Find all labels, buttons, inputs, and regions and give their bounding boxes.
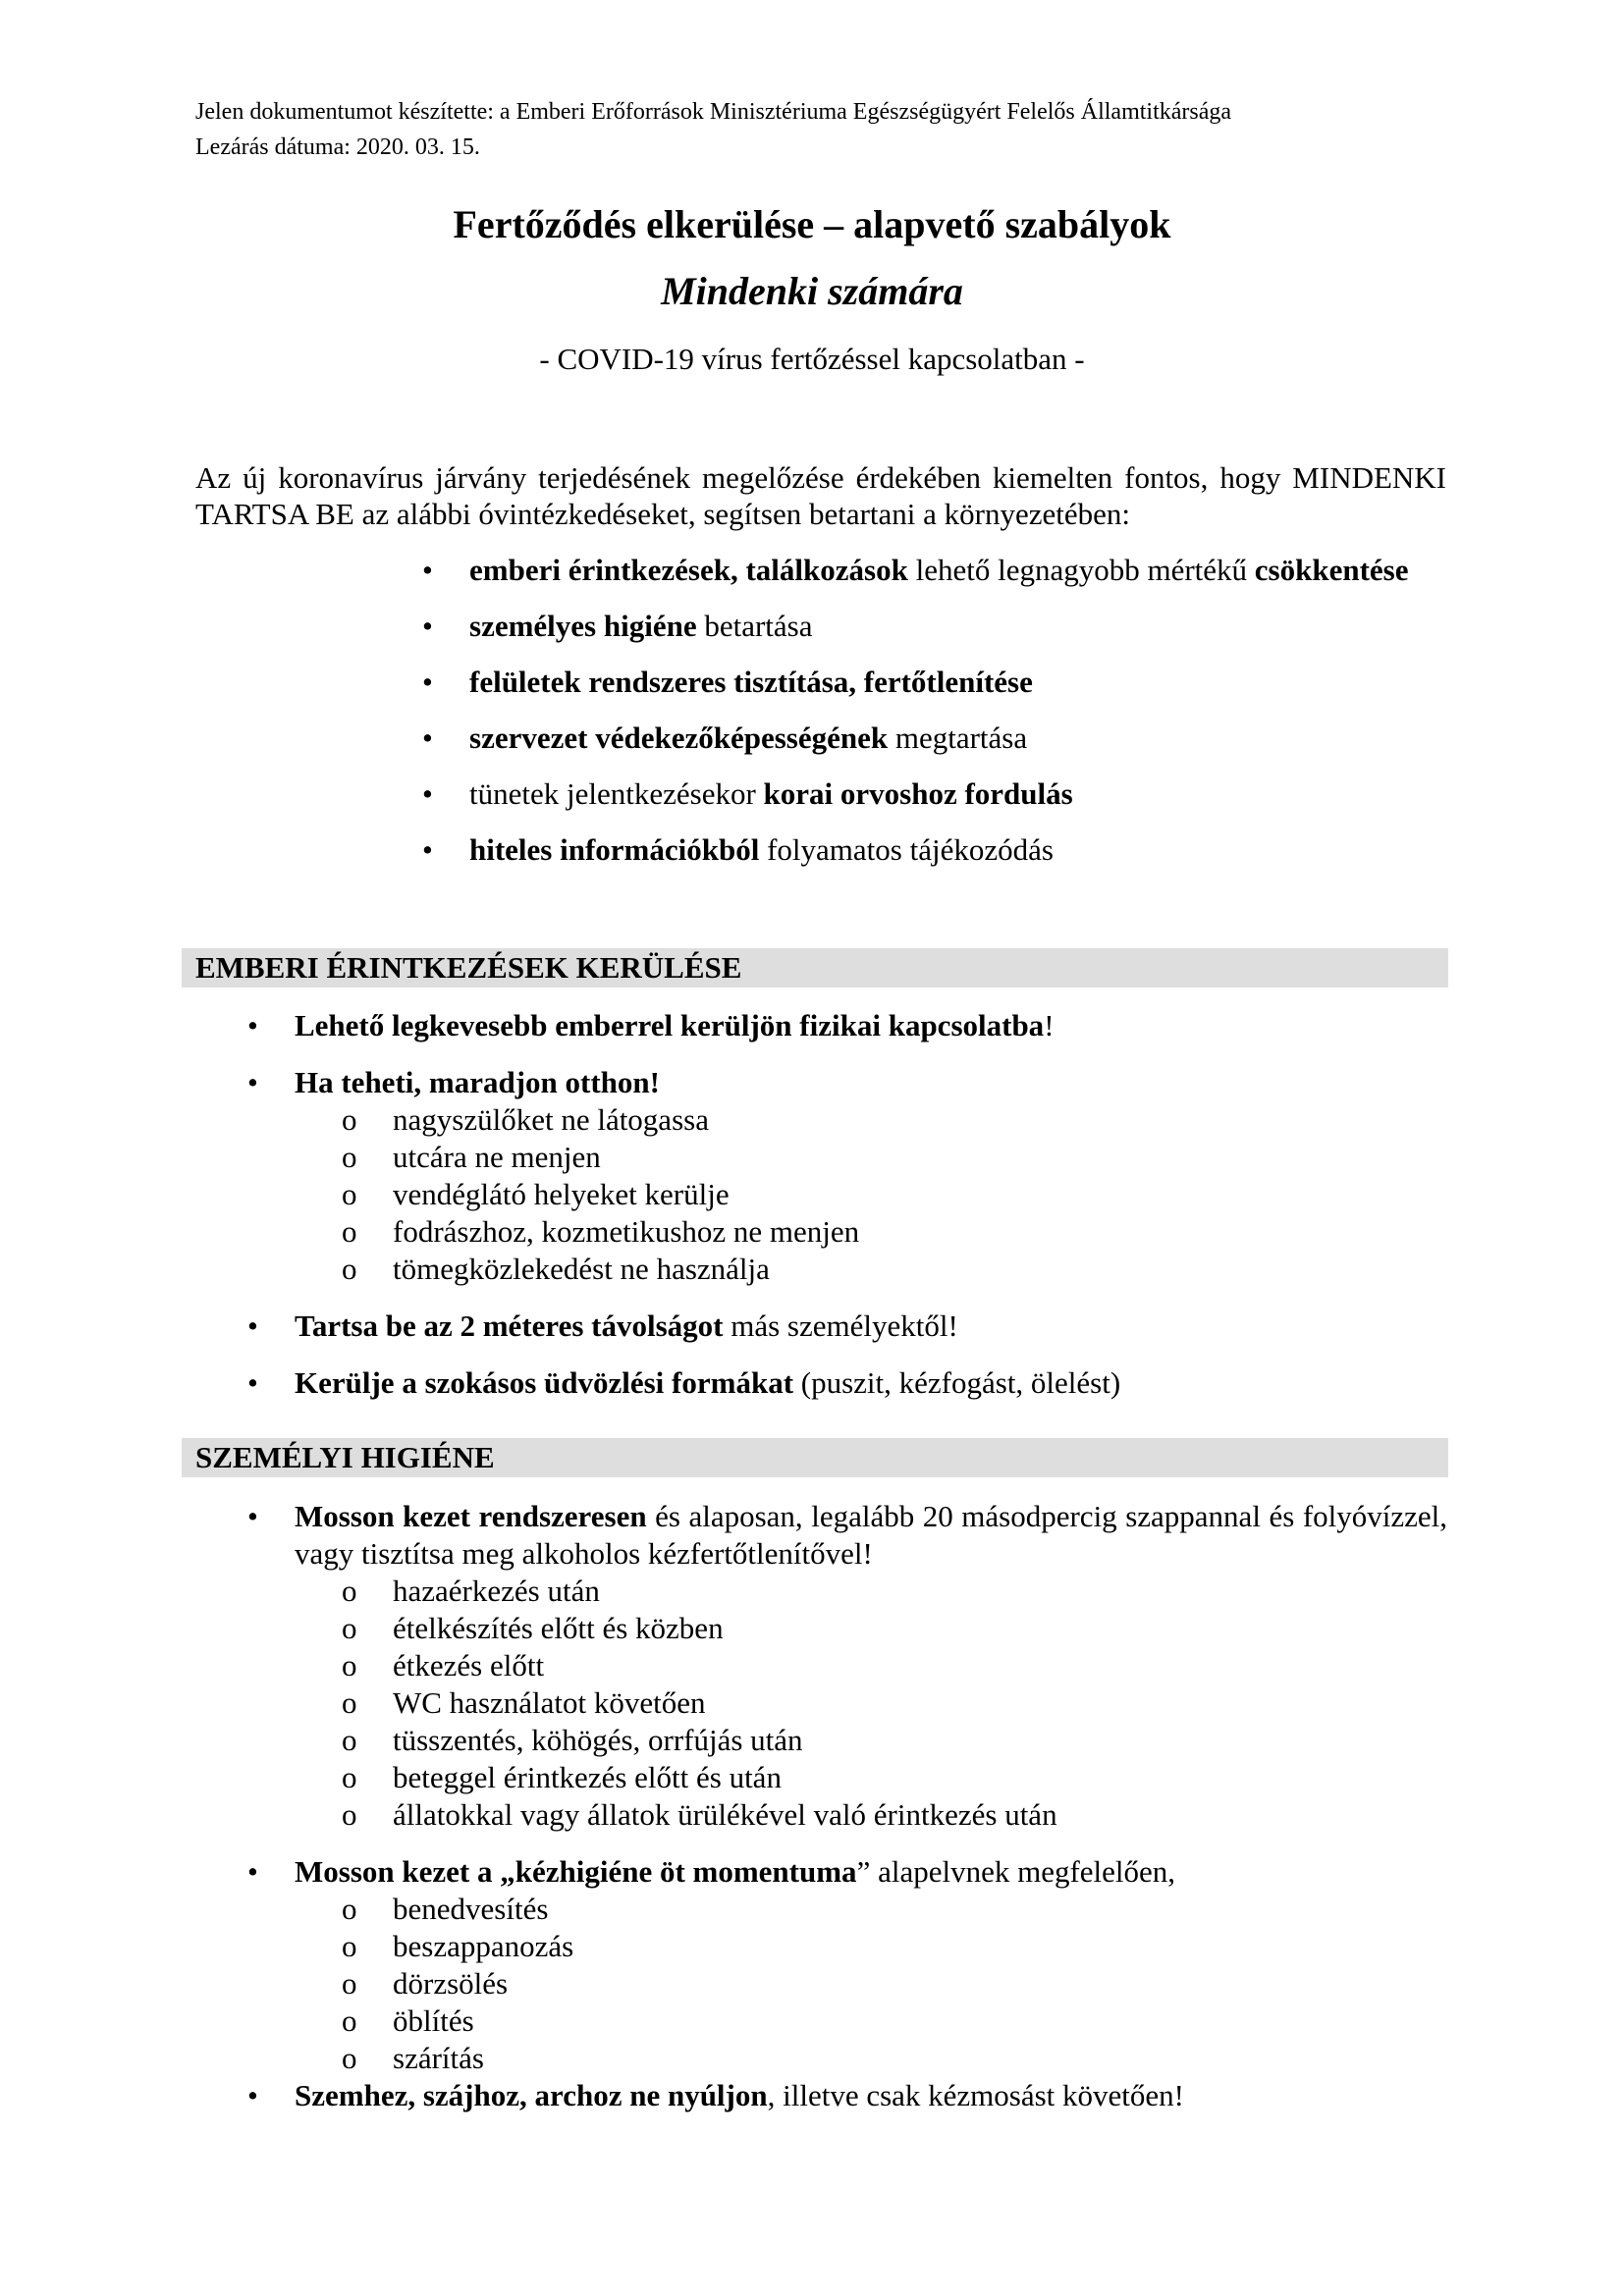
section-heading-contact: EMBERI ÉRINTKEZÉSEK KERÜLÉSE xyxy=(182,948,1448,988)
sub-item: o nagyszülőket ne látogassa xyxy=(295,1101,1447,1139)
rule-item: • Ha teheti, maradjon otthon! o nagyszülőket ne látogassa o utcára ne menjen o vendéglátó helyeket kerülje o fodrászhoz, kozmetikushoz ne menjen o tömegközlekedést ne használja xyxy=(247,1064,1447,1288)
handwash-steps-sublist xyxy=(295,1891,1447,2077)
section-heading-hygiene: SZEMÉLYI HIGIÉNE xyxy=(182,1438,1448,1477)
rule-item: • Lehető legkevesebb emberrel kerüljön fizikai kapcsolatba! xyxy=(247,1007,1447,1044)
rule-item: • Mosson kezet rendszeresen és alaposan, legalább 20 másodpercig szappannal és folyóvízzel, vagy tisztítsa meg alkoholos kézfertőtlenítővel! o hazaérkezés után o ételkészítés előtt és közben o étkezés előtt o WC használatot követően o tüsszentés, köhögés, orrfújás után o beteggel érintkezés előtt és után o állatokkal vagy állatok ürülékével való érintkezés után xyxy=(247,1498,1447,1834)
document-subtitle: Mindenki számára xyxy=(661,269,963,313)
rule-item: • Kerülje a szokásos üdvözlési formákat (puszit, kézfogást, ölelést) xyxy=(247,1364,1447,1402)
header-author-line: Jelen dokumentumot készítette: a Emberi Erőforrások Minisztériuma Egészségügyért Felelős Államtitkársága xyxy=(195,99,1232,125)
goal-item: • szervezet védekezőképességének megtartása xyxy=(414,720,1447,756)
sub-item: o benedvesítés xyxy=(295,1891,1447,1928)
goals-list xyxy=(414,552,1447,887)
sub-item: o tüsszentés, köhögés, orrfújás után xyxy=(295,1722,1447,1759)
sub-item: o hazaérkezés után xyxy=(295,1573,1447,1610)
sub-item: o WC használatot követően xyxy=(295,1684,1447,1722)
document-title: Fertőződés elkerülése – alapvető szabályok xyxy=(453,202,1171,246)
rule-item: • Mosson kezet a „kézhigiéne öt momentuma” alapelvnek megfelelően, o benedvesítés o beszappanozás o dörzsölés o öblítés o szárítás xyxy=(247,1853,1447,2077)
goal-item: • személyes higiéne betartása xyxy=(414,608,1447,644)
sub-item: o állatokkal vagy állatok ürülékével való érintkezés után xyxy=(295,1796,1447,1834)
goal-item: • emberi érintkezések, találkozások lehető legnagyobb mértékű csökkentése xyxy=(414,552,1447,588)
hygiene-rules-list xyxy=(247,1498,1447,2134)
intro-paragraph: Az új koronavírus járvány terjedésének megelőzése érdekében kiemelten fontos, hogy MINDENKI TARTSA BE az alábbi óvintézkedéseket, segítsen betartani a környezetében: xyxy=(195,460,1446,531)
sub-item: o étkezés előtt xyxy=(295,1647,1447,1684)
document-header xyxy=(195,94,1231,165)
rule-item: • Szemhez, szájhoz, archoz ne nyúljon, illetve csak kézmosást követően! xyxy=(247,2077,1447,2114)
header-date-line: Lezárás dátuma: 2020. 03. 15. xyxy=(195,134,480,160)
sub-item: o tömegközlekedést ne használja xyxy=(295,1251,1447,1288)
goal-item: • felületek rendszeres tisztítása, fertőtlenítése xyxy=(414,664,1447,700)
handwash-occasions-sublist xyxy=(295,1573,1447,1834)
goal-item: • hiteles információkból folyamatos tájékozódás xyxy=(414,831,1447,868)
document-topic: - COVID-19 vírus fertőzéssel kapcsolatban - xyxy=(539,342,1085,376)
sub-item: o szárítás xyxy=(295,2040,1447,2077)
sub-item: o vendéglátó helyeket kerülje xyxy=(295,1176,1447,1213)
goal-item: • tünetek jelentkezésekor korai orvoshoz fordulás xyxy=(414,775,1447,812)
contact-rules-list xyxy=(247,1007,1447,1421)
rule-item: • Tartsa be az 2 méteres távolságot más személyektől! xyxy=(247,1308,1447,1345)
sub-item: o beteggel érintkezés előtt és után xyxy=(295,1759,1447,1796)
sub-item: o öblítés xyxy=(295,2002,1447,2040)
sub-item: o ételkészítés előtt és közben xyxy=(295,1610,1447,1647)
sub-item: o utcára ne menjen xyxy=(295,1139,1447,1176)
sub-item: o fodrászhoz, kozmetikushoz ne menjen xyxy=(295,1213,1447,1251)
sub-item: o beszappanozás xyxy=(295,1928,1447,1965)
stay-home-sublist xyxy=(295,1101,1447,1288)
sub-item: o dörzsölés xyxy=(295,1965,1447,2002)
